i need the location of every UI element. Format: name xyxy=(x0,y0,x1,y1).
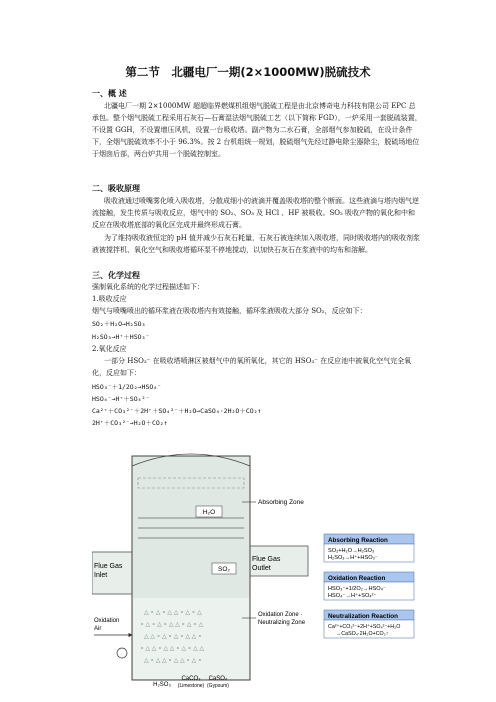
absorbing-reaction-line-2: H₂SO₃→H⁺+HSO₃⁻ xyxy=(328,555,378,561)
absorbing-reaction-panel xyxy=(324,534,414,562)
svg-text:∘ △ ∘ △ ∘ △ △ ∘ △ ∘ △: ∘ △ ∘ △ ∘ △ △ ∘ △ ∘ △ xyxy=(140,622,204,628)
chemistry-intro: 强制氧化系统的化学过程描述如下： xyxy=(92,283,204,291)
equation-2: H₂SO₃→H⁺＋HSO₃⁻ xyxy=(92,333,150,341)
section-heading-overview: 一、概 述 xyxy=(92,89,127,98)
equation-3: HSO₃⁻＋1/2O₂→HSO₄⁻ xyxy=(92,383,162,391)
absorbing-zone-label: Absorbing Zone xyxy=(258,499,304,506)
svg-text:△ ∘ △ △ ∘ △ △ ∘ △ ∘: △ ∘ △ △ ∘ △ △ ∘ △ ∘ xyxy=(144,658,202,664)
absorber-tower-diagram xyxy=(92,448,416,688)
equation-6: 2H⁺＋CO₃²⁻→H₂O＋CO₂↑ xyxy=(92,419,168,427)
absorbing-reaction-title: Absorbing Reaction xyxy=(328,537,388,544)
equation-5: Ca²⁺＋CO₃²⁻＋2H⁺＋SO₄²⁻＋H₂O→CaSO₄·2H₂O＋CO₂↑ xyxy=(92,407,262,415)
neutralization-reaction-panel xyxy=(324,610,414,638)
neutralization-reaction-line-2: →CaSO₄·2H₂O+CO₂↑ xyxy=(336,631,389,637)
section-heading-principle: 二、吸收原理 xyxy=(92,184,140,193)
page-title: 第二节 北疆电厂一期(2×1000MW)脱硫技术 xyxy=(125,65,371,79)
oxidation-zone-label-1: Oxidation Zone · xyxy=(258,612,303,618)
sub-heading-oxidation: 2.氧化反应 xyxy=(92,345,127,353)
so2-label: SO₂ xyxy=(218,566,230,573)
bottom-label-h2so3: H₂SO₃ xyxy=(153,682,171,688)
absorbing-reaction-line-1: SO₂+H₂O→H₂SO₃ xyxy=(328,548,375,554)
bottom-label-caco3: CaCO₃ xyxy=(181,676,201,682)
bottom-label-limestone: (Limestone) xyxy=(177,683,205,688)
neutralization-reaction-line-1: Ca²⁺+CO₃²⁻+2H⁺+SO₄²⁻+H₂O xyxy=(328,624,401,630)
svg-text:△ ∘ △ ∘ △ △ ∘ △ ∘ △: △ ∘ △ ∘ △ △ ∘ △ ∘ △ xyxy=(144,610,202,616)
agitator-icon xyxy=(117,648,127,658)
equation-4: HSO₄⁻→H⁺＋SO₄²⁻ xyxy=(92,395,150,403)
bottom-label-caso4: CaSO₄ xyxy=(208,676,228,682)
principle-paragraph-1: 吸收液通过喷嘴雾化喷入吸收塔，分散成细小的液滴并覆盖吸收塔的整个断面。这些液滴与塔内烟气逆流接触，发生传质与吸收反应，烟气中的 SO₂、SO₃ 及 HCl 、HF 被吸收。SO₂ 吸收产物的氧化和中和反应在吸收塔底部的氧化区完成并最终形成石膏。 xyxy=(92,197,419,229)
oxidation-description: 一部分 HSO₃⁻ 在吸收塔喷淋区被烟气中的氧所氧化，其它的 HSO₃⁻ 在反应池中被氧化空气完全氧化，反应如下： xyxy=(92,357,412,377)
flue-gas-inlet-label-1: Flue Gas xyxy=(94,563,123,570)
bottom-label-gypsum: (Gypsum) xyxy=(207,683,229,688)
oxidation-reaction-title: Oxidation Reaction xyxy=(328,575,386,582)
svg-text:∘ △ △ ∘ △ △ ∘ △ ∘ △ △: ∘ △ △ ∘ △ △ ∘ △ ∘ △ △ xyxy=(140,646,204,652)
equation-1: SO₂＋H₂O→H₂SO₃ xyxy=(92,320,146,328)
oxidation-reaction-line-1: HSO₃⁻+1/2O₂→HSO₄⁻ xyxy=(328,586,386,592)
section-heading-chemistry: 三、化学过程 xyxy=(92,271,140,280)
svg-text:△ △ ∘ △ ∘ △ ∘ △ △ ∘: △ △ ∘ △ ∘ △ ∘ △ △ ∘ xyxy=(144,634,202,640)
flue-gas-outlet-label-2: Outlet xyxy=(252,565,271,572)
sub-heading-absorption: 1.吸收反应 xyxy=(92,295,127,303)
oxidation-reaction-line-2: HSO₄⁻→H⁺+SO₄²⁻ xyxy=(328,593,377,599)
absorption-description: 烟气与喷嘴喷出的循环浆液在吸收塔内有效接触，循环浆液吸收大部分 SO₂，反应如下： xyxy=(92,307,367,315)
principle-paragraph-2: 为了维持吸收液恒定的 pH 值并减少石灰石耗量，石灰石被连续加入吸收塔，同时吸收塔内的吸收剂浆液被搅拌机、氧化空气和吸收塔循环泵不停地搅动，以加快石灰石在浆液中的均布和溶解。 xyxy=(92,234,421,254)
flue-gas-outlet-label-1: Flue Gas xyxy=(252,556,281,563)
h2o-label: H₂O xyxy=(202,509,216,516)
neutralization-reaction-title: Neutralization Reaction xyxy=(328,613,398,620)
oxidation-air-label-2: Air xyxy=(94,626,102,632)
overview-paragraph: 北疆电厂一期 2×1000MW 超超临界燃煤机组烟气脱硫工程是由北京博奇电力科技有限公司 EPC 总承包。整个烟气脱硫工程采用石灰石—石膏湿法烟气脱硫工艺（以下简称 FGD），一炉采用一套脱硫装置，不设置 GGH，不设置增压风机，设置一台吸收塔。副产物为二水石膏，全部烟气参加脱硫，在设计条件下，全烟气脱硫效率不小于 96.3%。按 2 台机组统一规划，脱硫烟气先经过静电除尘器除尘，脱硫场地位于烟囱后部，两台炉共用一个脱硫控制室。 xyxy=(92,102,422,158)
oxidation-reaction-panel xyxy=(324,572,414,600)
oxidation-air-label-1: Oxidation xyxy=(94,618,120,624)
flue-gas-inlet-label-2: Inlet xyxy=(94,572,108,579)
oxidation-zone-label-2: Neutralizing Zone xyxy=(258,620,306,626)
